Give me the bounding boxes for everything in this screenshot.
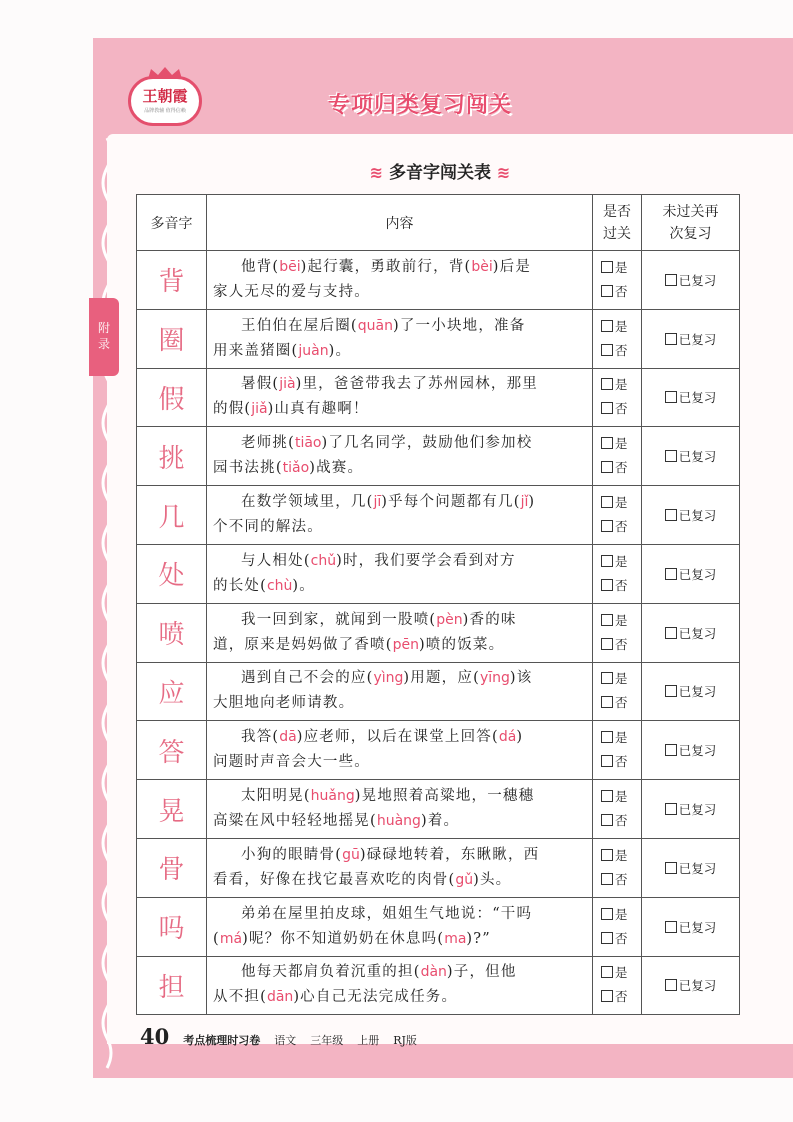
no-label: 否 — [615, 519, 628, 535]
checkbox-icon — [601, 672, 613, 684]
table-body — [137, 251, 740, 1015]
review-checkbox[interactable] — [642, 897, 740, 956]
pass-yes-option[interactable] — [601, 550, 641, 574]
review-checkbox[interactable] — [642, 956, 740, 1015]
review-label: 已复习 — [678, 566, 717, 582]
example-sentence — [207, 486, 593, 545]
footer-grade: 三年级 — [310, 1034, 344, 1047]
pass-checkboxes — [593, 838, 642, 897]
review-label: 已复习 — [678, 919, 717, 935]
pass-no-option[interactable] — [601, 397, 641, 421]
pass-checkboxes — [593, 251, 642, 310]
no-label: 否 — [615, 401, 628, 417]
yes-label: 是 — [615, 730, 628, 746]
sentence-line-1 — [213, 372, 584, 397]
pass-no-option[interactable] — [601, 574, 641, 598]
example-sentence — [207, 427, 593, 486]
polyphonic-char: 喷 — [137, 603, 207, 662]
table-row — [137, 486, 740, 545]
sentence-text: 在数学领域里，几(jī)乎每个问题都有几(jǐ) — [241, 494, 536, 511]
footer-subject: 语文 — [274, 1034, 297, 1047]
col-header-content: 内容 — [207, 195, 593, 251]
sentence-text: 他每天都肩负着沉重的担(dàn)子，但他 — [241, 964, 517, 981]
checkbox-icon — [601, 966, 613, 978]
sentence-line-2: 看看，好像在找它最喜欢吃的肉骨(gǔ)头。 — [213, 871, 512, 888]
review-checkbox[interactable] — [642, 309, 740, 368]
yes-label: 是 — [615, 436, 628, 452]
sentence-line-1 — [213, 549, 584, 574]
polyphonic-char: 吗 — [137, 897, 207, 956]
checkbox-icon — [665, 450, 677, 462]
sentence-line-2: 问题时声音会大一些。 — [213, 754, 370, 771]
review-label: 已复习 — [678, 272, 717, 288]
checkbox-icon — [601, 814, 613, 826]
pass-yes-option[interactable] — [601, 373, 641, 397]
col-header-pass: 是否过关 — [593, 195, 642, 251]
polyphonic-char: 担 — [137, 956, 207, 1015]
pass-no-option[interactable] — [601, 985, 641, 1009]
pass-checkboxes — [593, 897, 642, 956]
section-title-text: 多音字闯关表 — [389, 163, 491, 183]
no-label: 否 — [615, 342, 628, 358]
example-sentence — [207, 897, 593, 956]
sentence-line-2: 个不同的解法。 — [213, 519, 323, 536]
checkbox-icon — [601, 579, 613, 591]
pass-yes-option[interactable] — [601, 844, 641, 868]
pass-checkboxes — [593, 780, 642, 839]
table-row — [137, 721, 740, 780]
example-sentence — [207, 544, 593, 603]
checkbox-icon — [601, 755, 613, 767]
checkbox-icon — [601, 402, 613, 414]
checkbox-icon — [601, 873, 613, 885]
review-checkbox[interactable] — [642, 368, 740, 427]
sentence-line-2: 家人无尽的爱与支持。 — [213, 283, 370, 300]
pass-yes-option[interactable] — [601, 491, 641, 515]
checkbox-icon — [601, 908, 613, 920]
pass-yes-option[interactable] — [601, 961, 641, 985]
checkbox-icon — [665, 333, 677, 345]
table-row — [137, 427, 740, 486]
yes-label: 是 — [615, 965, 628, 981]
pass-no-option[interactable] — [601, 750, 641, 774]
sentence-text: 小狗的眼睛骨(gū)碌碌地转着，东瞅瞅，西 — [241, 846, 540, 863]
pass-no-option[interactable] — [601, 339, 641, 363]
side-tab-char-2: 录 — [97, 337, 110, 351]
page-number: 40 — [140, 1024, 170, 1049]
table-row — [137, 251, 740, 310]
checkbox-icon — [665, 509, 677, 521]
sentence-line-1 — [213, 490, 584, 515]
polyphonic-char: 处 — [137, 544, 207, 603]
table-row — [137, 956, 740, 1015]
review-label: 已复习 — [678, 802, 717, 818]
pass-checkboxes — [593, 486, 642, 545]
pass-checkboxes — [593, 544, 642, 603]
polyphonic-char: 圈 — [137, 309, 207, 368]
table-row — [137, 838, 740, 897]
no-label: 否 — [615, 930, 628, 946]
pass-yes-option[interactable] — [601, 726, 641, 750]
sentence-line-2: 的长处(chù)。 — [213, 577, 315, 594]
review-checkbox[interactable] — [642, 486, 740, 545]
pass-no-option[interactable] — [601, 927, 641, 951]
review-label: 已复习 — [678, 743, 717, 759]
yes-label: 是 — [615, 612, 628, 628]
polyphonic-char: 应 — [137, 662, 207, 721]
checkbox-icon — [601, 520, 613, 532]
sentence-line-1 — [213, 255, 584, 280]
checkbox-icon — [665, 274, 677, 286]
checkbox-icon — [601, 638, 613, 650]
pass-yes-option[interactable] — [601, 667, 641, 691]
pass-checkboxes — [593, 368, 642, 427]
polyphonic-char: 假 — [137, 368, 207, 427]
pass-checkboxes — [593, 309, 642, 368]
pass-no-option[interactable] — [601, 633, 641, 657]
checkbox-icon — [601, 261, 613, 273]
pass-yes-option[interactable] — [601, 315, 641, 339]
checkbox-icon — [601, 378, 613, 390]
pass-checkboxes — [593, 603, 642, 662]
pass-no-option[interactable] — [601, 515, 641, 539]
checkbox-icon — [601, 696, 613, 708]
sentence-line-2: 的假(jiǎ)山真有趣啊！ — [213, 401, 369, 418]
pass-no-option[interactable] — [601, 280, 641, 304]
review-checkbox[interactable] — [642, 251, 740, 310]
checkbox-icon — [601, 731, 613, 743]
checkbox-icon — [601, 437, 613, 449]
checkbox-icon — [601, 614, 613, 626]
review-checkbox[interactable] — [642, 427, 740, 486]
no-label: 否 — [615, 577, 628, 593]
pass-yes-option[interactable] — [601, 432, 641, 456]
polyphonic-char: 挑 — [137, 427, 207, 486]
col-header-char: 多音字 — [137, 195, 207, 251]
review-checkbox[interactable] — [642, 780, 740, 839]
review-label: 已复习 — [678, 331, 717, 347]
review-checkbox[interactable] — [642, 662, 740, 721]
yes-label: 是 — [615, 318, 628, 334]
table-row — [137, 368, 740, 427]
yes-label: 是 — [615, 671, 628, 687]
no-label: 否 — [615, 754, 628, 770]
checkbox-icon — [665, 627, 677, 639]
polyphonic-table — [136, 194, 740, 1015]
polyphonic-char: 几 — [137, 486, 207, 545]
sentence-line-2: 从不担(dān)心自己无法完成任务。 — [213, 989, 458, 1006]
footer-edition: RJ版 — [393, 1034, 417, 1047]
sentence-text: 暑假(jià)里，爸爸带我去了苏州园林，那里 — [241, 376, 538, 393]
yes-label: 是 — [615, 847, 628, 863]
pass-no-option[interactable] — [601, 456, 641, 480]
polyphonic-char: 晃 — [137, 780, 207, 839]
sentence-line-1 — [213, 608, 584, 633]
no-label: 否 — [615, 871, 628, 887]
page-banner-title: 专项归类复习闯关 — [328, 93, 513, 118]
example-sentence — [207, 603, 593, 662]
sentence-text: 遇到自己不会的应(yìng)用题，应(yīng)该 — [241, 670, 533, 687]
checkbox-icon — [665, 568, 677, 580]
checkbox-icon — [601, 496, 613, 508]
yes-label: 是 — [615, 789, 628, 805]
checkbox-icon — [665, 391, 677, 403]
side-tab-char-1: 附 — [97, 321, 110, 336]
review-checkbox[interactable] — [642, 838, 740, 897]
col-header-review: 未过关再次复习 — [642, 195, 740, 251]
yes-label: 是 — [615, 495, 628, 511]
example-sentence — [207, 956, 593, 1015]
sentence-line-2: 大胆地向老师请教。 — [213, 695, 355, 712]
review-label: 已复习 — [678, 684, 717, 700]
sentence-line-1 — [213, 314, 584, 339]
example-sentence — [207, 251, 593, 310]
polyphonic-char: 背 — [137, 251, 207, 310]
checkbox-icon — [601, 320, 613, 332]
page-footer — [140, 1024, 417, 1049]
checkbox-icon — [665, 744, 677, 756]
sentence-text: 老师挑(tiāo)了几名同学，鼓励他们参加校 — [241, 435, 533, 452]
sentence-line-1 — [213, 725, 584, 750]
pass-checkboxes — [593, 662, 642, 721]
sentence-line-2: 园书法挑(tiǎo)战赛。 — [213, 460, 364, 477]
checkbox-icon — [601, 932, 613, 944]
review-label: 已复习 — [678, 390, 717, 406]
review-label: 已复习 — [678, 625, 717, 641]
table-row — [137, 780, 740, 839]
no-label: 否 — [615, 989, 628, 1005]
review-label: 已复习 — [678, 860, 717, 876]
logo-slogan: 品牌教辅 值得信赖 — [144, 107, 186, 114]
pass-checkboxes — [593, 427, 642, 486]
example-sentence — [207, 309, 593, 368]
checkbox-icon — [665, 921, 677, 933]
sentence-text: 我一回到家，就闻到一股喷(pèn)香的味 — [241, 611, 517, 628]
yes-label: 是 — [615, 377, 628, 393]
sentence-line-1 — [213, 431, 584, 456]
checkbox-icon — [665, 862, 677, 874]
checkbox-icon — [601, 555, 613, 567]
checkbox-icon — [665, 685, 677, 697]
wave-left-icon: ≋ — [369, 163, 384, 182]
footer-term: 上册 — [357, 1034, 380, 1047]
sentence-line-2: 用来盖猪圈(juàn)。 — [213, 342, 352, 359]
checkbox-icon — [601, 990, 613, 1002]
pass-checkboxes — [593, 956, 642, 1015]
example-sentence — [207, 838, 593, 897]
polyphonic-char: 答 — [137, 721, 207, 780]
pass-yes-option[interactable] — [601, 903, 641, 927]
sentence-text: 弟弟在屋里拍皮球，姐姐生气地说：“干吗 — [241, 905, 533, 922]
pass-yes-option[interactable] — [601, 609, 641, 633]
section-title — [340, 158, 540, 183]
checkbox-icon — [665, 803, 677, 815]
no-label: 否 — [615, 460, 628, 476]
sentence-text: 与人相处(chǔ)时，我们要学会看到对方 — [241, 552, 516, 569]
sentence-text: 王伯伯在屋后圈(quān)了一小块地，准备 — [241, 317, 526, 334]
logo-brand-text: 王朝霞 — [142, 86, 188, 105]
polyphonic-char: 骨 — [137, 838, 207, 897]
sentence-line-1 — [213, 902, 584, 927]
example-sentence — [207, 721, 593, 780]
pass-checkboxes — [593, 721, 642, 780]
yes-label: 是 — [615, 553, 628, 569]
checkbox-icon — [665, 979, 677, 991]
example-sentence — [207, 662, 593, 721]
review-label: 已复习 — [678, 508, 717, 524]
wave-right-icon: ≋ — [496, 163, 511, 182]
table-row — [137, 897, 740, 956]
checkbox-icon — [601, 285, 613, 297]
sentence-text: 太阳明晃(huǎng)晃地照着高粱地，一穗穗 — [241, 788, 535, 805]
no-label: 否 — [615, 695, 628, 711]
review-checkbox[interactable] — [642, 544, 740, 603]
table-row — [137, 309, 740, 368]
yes-label: 是 — [615, 259, 628, 275]
example-sentence — [207, 780, 593, 839]
sentence-line-2: (má)呢？你不知道奶奶在休息吗(ma)?” — [213, 930, 491, 947]
sentence-line-1 — [213, 666, 584, 691]
table-row — [137, 544, 740, 603]
no-label: 否 — [615, 813, 628, 829]
table-row — [137, 662, 740, 721]
yes-label: 是 — [615, 906, 628, 922]
sentence-line-1 — [213, 960, 584, 985]
review-label: 已复习 — [678, 449, 717, 465]
sentence-line-1 — [213, 843, 584, 868]
sentence-text: 我答(dā)应老师，以后在课堂上回答(dá) — [241, 729, 524, 746]
example-sentence — [207, 368, 593, 427]
sentence-line-2: 道，原来是妈妈做了香喷(pēn)喷的饭菜。 — [213, 636, 505, 653]
pass-no-option[interactable] — [601, 868, 641, 892]
brand-logo — [128, 66, 204, 128]
table-row — [137, 603, 740, 662]
review-label: 已复习 — [678, 978, 717, 994]
sentence-line-1 — [213, 784, 584, 809]
sentence-line-2: 高粱在风中轻轻地摇晃(huàng)着。 — [213, 813, 460, 830]
pass-yes-option[interactable] — [601, 785, 641, 809]
pass-yes-option[interactable] — [601, 256, 641, 280]
review-checkbox[interactable] — [642, 603, 740, 662]
checkbox-icon — [601, 461, 613, 473]
sentence-text: 他背(bēi)起行囊，勇敢前行，背(bèi)后是 — [241, 258, 532, 275]
review-checkbox[interactable] — [642, 721, 740, 780]
pass-no-option[interactable] — [601, 691, 641, 715]
checkbox-icon — [601, 849, 613, 861]
pass-no-option[interactable] — [601, 809, 641, 833]
checkbox-icon — [601, 790, 613, 802]
no-label: 否 — [615, 283, 628, 299]
no-label: 否 — [615, 636, 628, 652]
book-title: 考点梳理时习卷 — [183, 1034, 261, 1047]
checkbox-icon — [601, 344, 613, 356]
appendix-side-tab — [89, 298, 119, 376]
